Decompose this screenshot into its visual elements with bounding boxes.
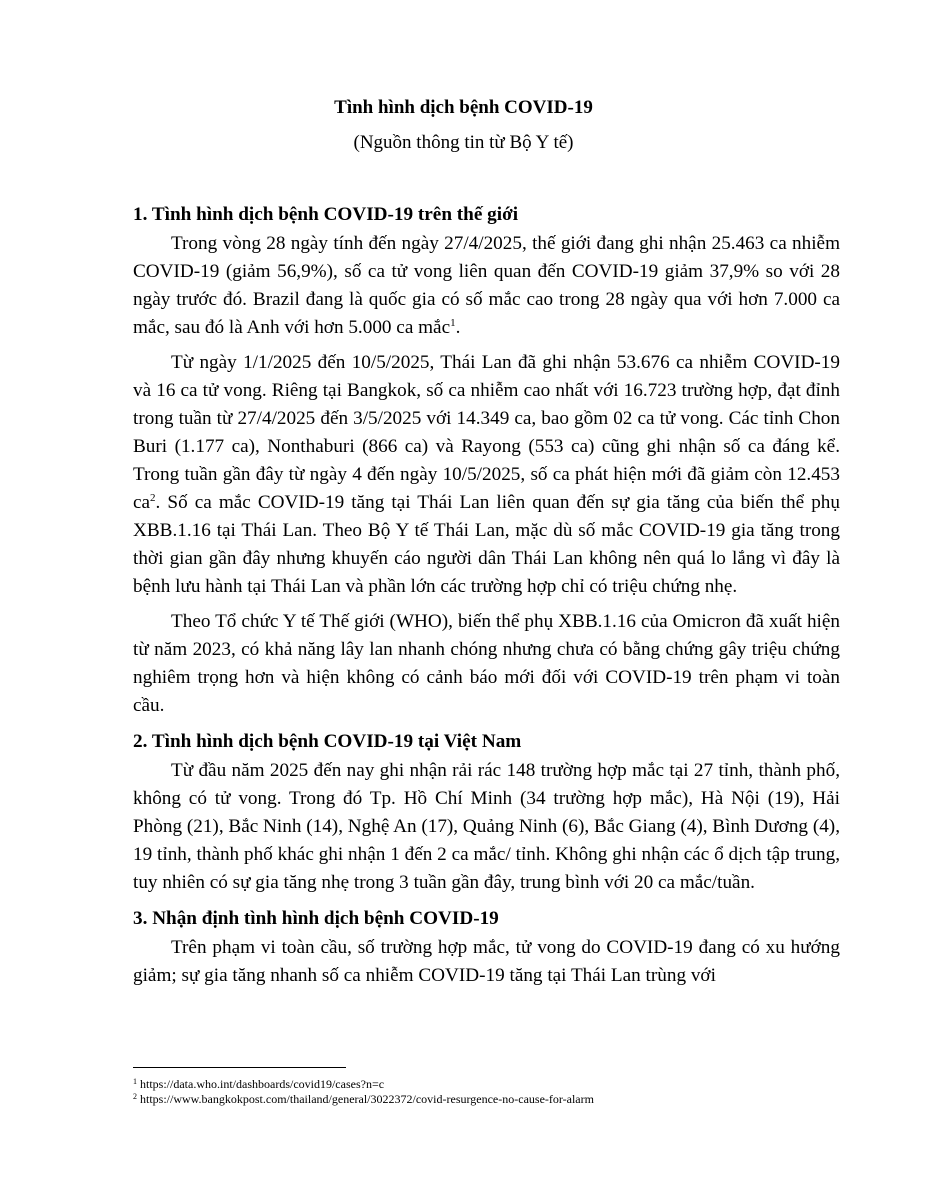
section-heading: 1. Tình hình dịch bệnh COVID-19 trên thế giới (133, 204, 519, 225)
footnote-number: 2 (133, 1092, 137, 1101)
footnote-number: 1 (133, 1077, 137, 1086)
footnote-divider (133, 1067, 346, 1068)
section-heading: 3. Nhận định tình hình dịch bệnh COVID-19 (133, 908, 499, 929)
footnotes (133, 1077, 840, 1107)
paragraph: Từ ngày 1/1/2025 đến 10/5/2025, Thái Lan đã ghi nhận 53.676 ca nhiễm COVID-19 và 16 ca tử vong. Riêng tại Bangkok, số ca nhiễm cao nhất với 16.723 trường hợp, đạt đỉnh trong tuần từ 27/4/2025 đến 3/5/2025 với 14.349 ca, bao gồm 02 ca tử vong. Các tỉnh Chon Buri (1.177 ca), Nonthaburi (866 ca) và Rayong (553 ca) cũng ghi nhận số ca đáng kể. Trong tuần gần đây từ ngày 4 đến ngày 10/5/2025, số ca phát hiện mới đã giảm còn 12.453 $ca^2$. Số ca mắc COVID-19 tăng tại Thái Lan liên quan đến sự gia tăng của biến thể phụ XBB.1.16 tại Thái Lan. Theo Bộ Y tế Thái Lan, mặc dù số mắc COVID-19 gia tăng trong thời gian gần đây nhưng khuyến cáo người dân Thái Lan không nên quá lo lắng vì đây là bệnh lưu hành tại Thái Lan và phần lớn các trường hợp chỉ có triệu chứng nhẹ. (133, 352, 840, 597)
paragraph: Trong vòng 28 ngày tính đến ngày 27/4/2025, thế giới đang ghi nhận 25.463 ca nhiễm COVID-19 (giảm 56,9%), số ca tử vong liên quan đến COVID-19 giảm 37,9% so với 28 ngày trước đó. Brazil đang là quốc gia có số mắc cao trong 28 ngày qua với hơn 7.000 ca mắc, sau đó là Anh với hơn 5.000 ca mắc$^1$. (133, 233, 840, 338)
paragraph: Từ đầu năm 2025 đến nay ghi nhận rải rác 148 trường hợp mắc tại 27 tỉnh, thành phố, không có tử vong. Trong đó Tp. Hồ Chí Minh (34 trường hợp mắc), Hà Nội (19), Hải Phòng (21), Bắc Ninh (14), Nghệ An (17), Quảng Ninh (6), Bắc Giang (4), Bình Dương (4), 19 tỉnh, thành phố khác ghi nhận 1 đến 2 ca mắc/ tỉnh. Không ghi nhận các ổ dịch tập trung, tuy nhiên có sự gia tăng nhẹ trong 3 tuần gần đây, trung bình với 20 ca mắc/tuần. (133, 760, 840, 893)
footnote-ref[interactable]: 1 (450, 317, 456, 329)
footnote (133, 1077, 840, 1092)
document-title: Tình hình dịch bệnh COVID-19 (334, 97, 593, 118)
footnote-ref[interactable]: 2 (150, 492, 156, 504)
document-body (133, 200, 840, 997)
section-heading: 2. Tình hình dịch bệnh COVID-19 tại Việt Nam (133, 731, 522, 752)
footnote-link[interactable]: https://data.who.int/dashboards/covid19/cases?n=c (140, 1077, 385, 1091)
paragraph: Trên phạm vi toàn cầu, số trường hợp mắc, tử vong do COVID-19 đang có xu hướng giảm; sự gia tăng nhanh số ca nhiễm COVID-19 tăng tại Thái Lan trùng với (133, 937, 840, 986)
footnote (133, 1092, 840, 1107)
footnote-link[interactable]: https://www.bangkokpost.com/thailand/general/3022372/covid-resurgence-no-cause-for-alarm (140, 1092, 594, 1106)
paragraph: Theo Tổ chức Y tế Thế giới (WHO), biến thể phụ XBB.1.16 của Omicron đã xuất hiện từ năm 2023, có khả năng lây lan nhanh chóng nhưng chưa có bằng chứng gây triệu chứng nghiêm trọng hơn và hiện không có cảnh báo mới đối với COVID-19 trên phạm vi toàn cầu. (133, 611, 840, 716)
document-subtitle: (Nguồn thông tin từ Bộ Y tế) (353, 132, 574, 153)
